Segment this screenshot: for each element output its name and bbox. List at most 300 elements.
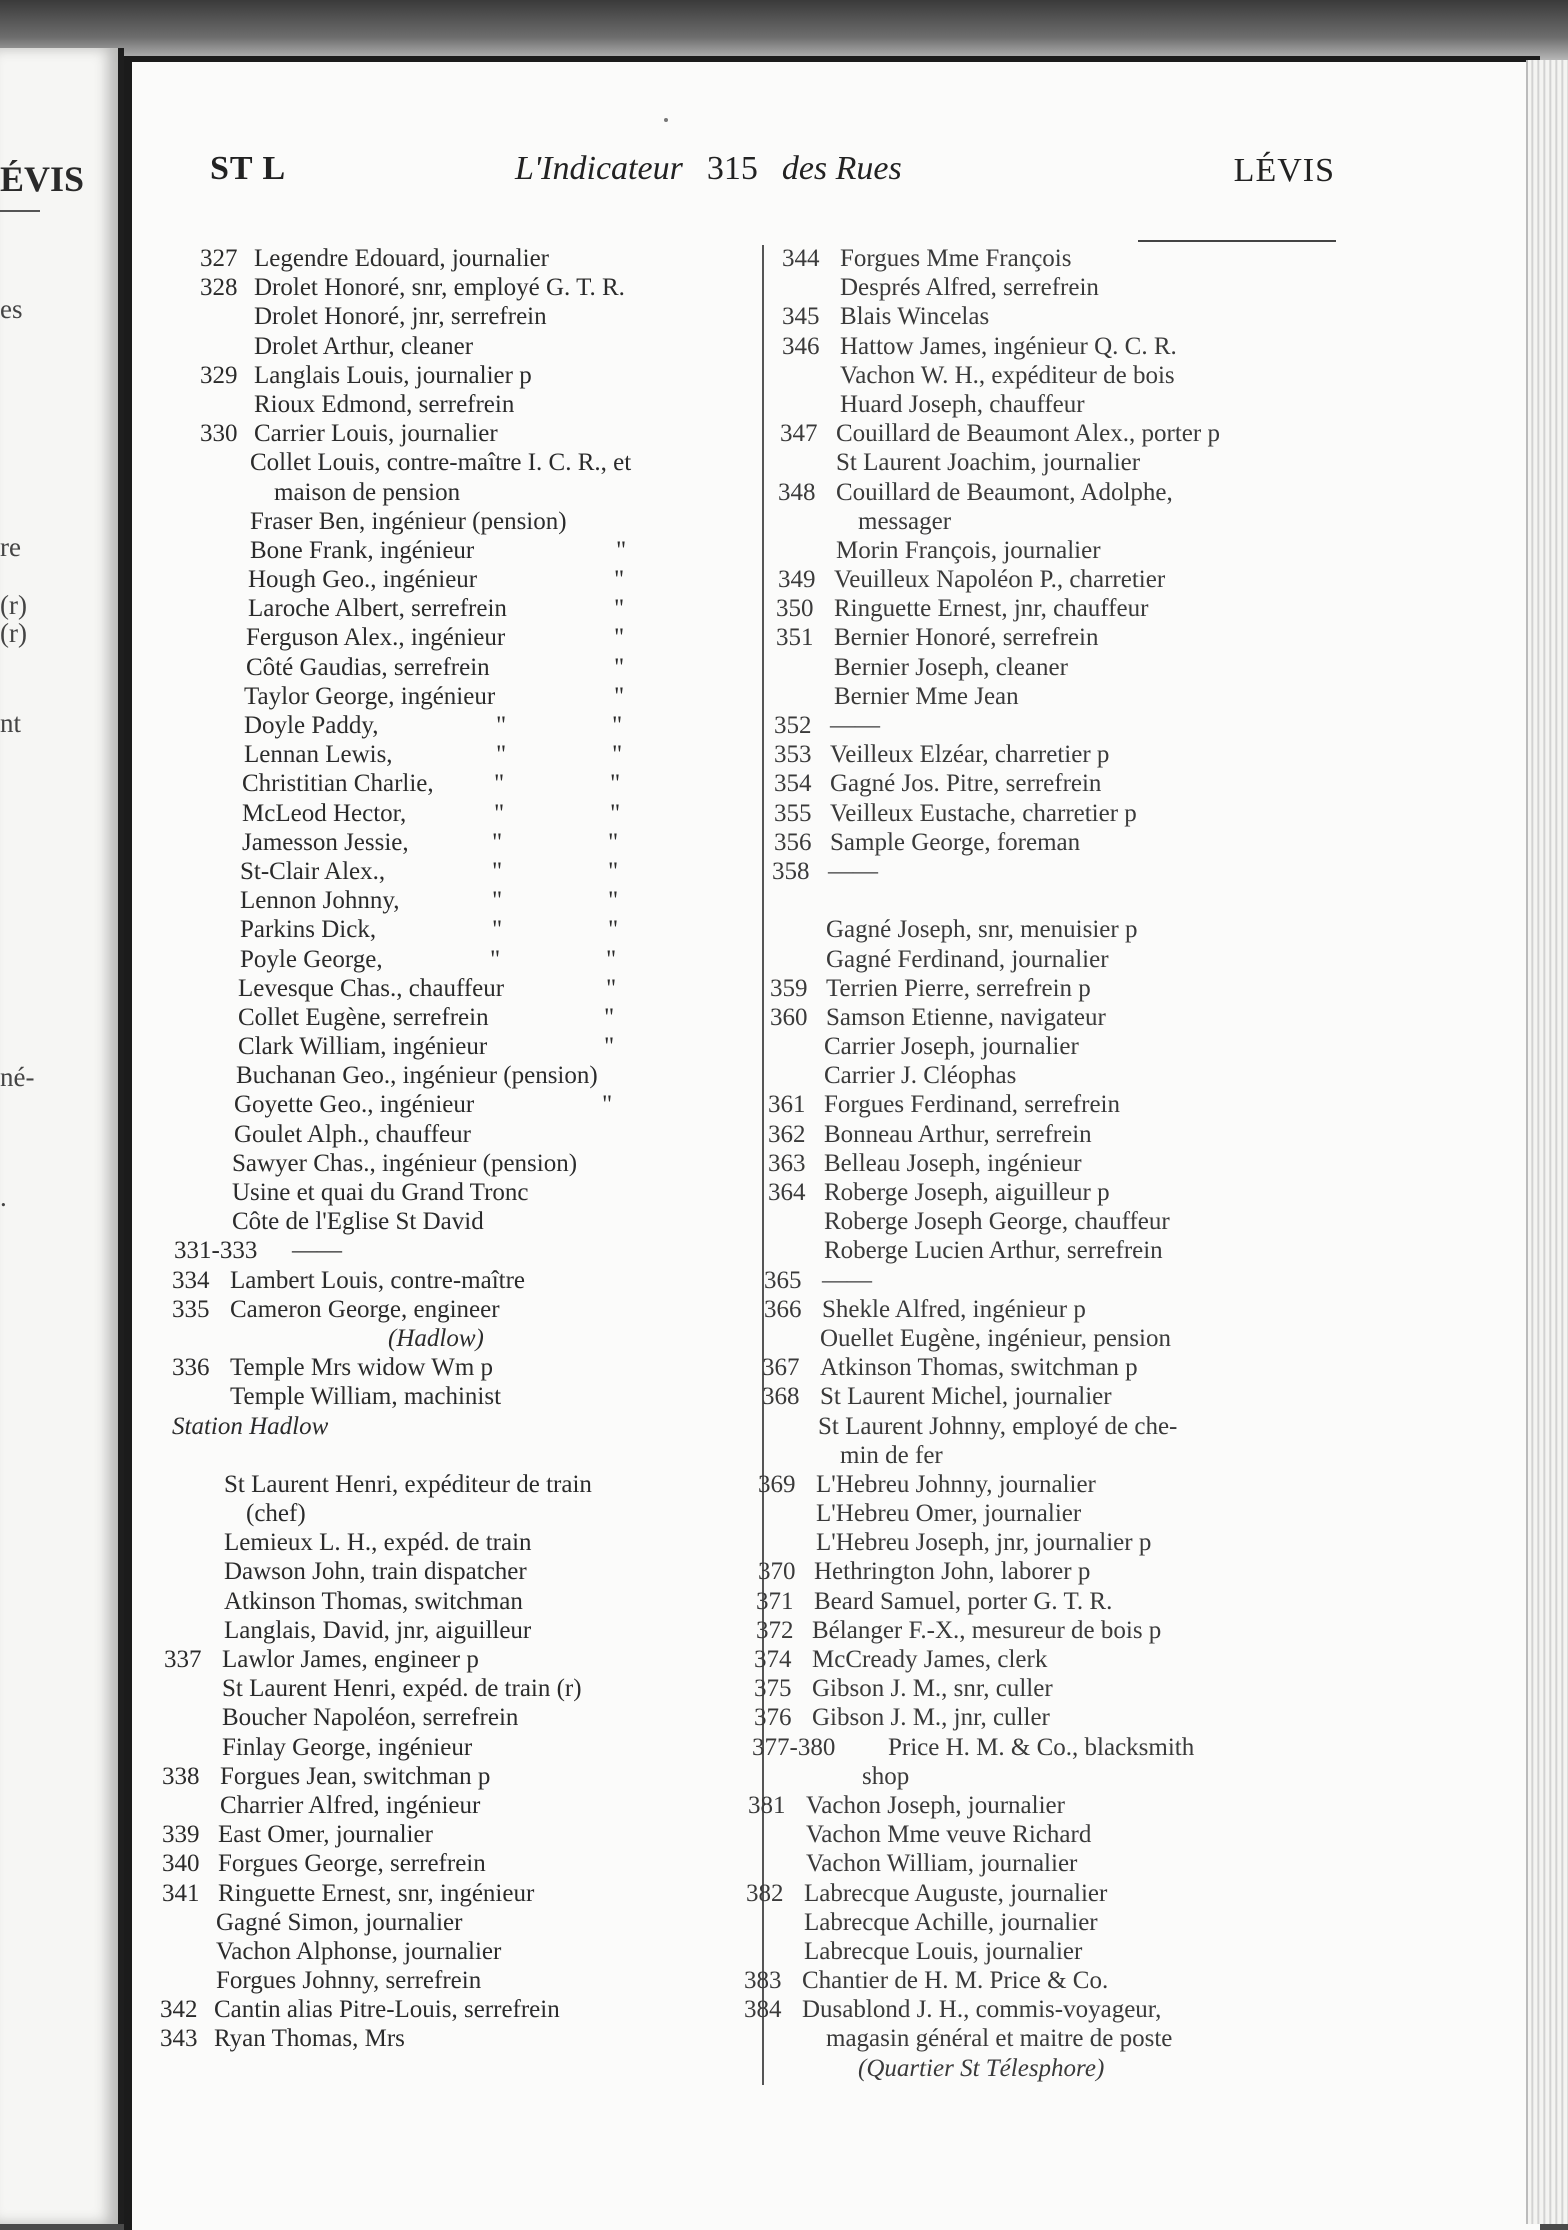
resident-name: Atkinson Thomas, switchman [224, 1587, 523, 1615]
header-street: ST L [210, 150, 287, 187]
directory-entry [740, 1295, 1340, 1324]
directory-entry [172, 1090, 767, 1119]
resident-name: Labrecque Louis, journalier [804, 1937, 1083, 1965]
directory-entry [740, 390, 1340, 419]
ditto-mark: " [614, 653, 625, 681]
directory-entry [740, 682, 1340, 711]
directory-entry [172, 799, 767, 828]
resident-name: Beard Samuel, porter G. T. R. [814, 1587, 1113, 1615]
directory-entry [172, 1207, 767, 1236]
house-number: 356 [774, 828, 812, 856]
resident-name: —— [292, 1237, 342, 1265]
directory-entry [172, 1937, 767, 1966]
house-number: 362 [768, 1120, 806, 1148]
header-city: LÉVIS [1233, 152, 1335, 189]
resident-name: —— [822, 1266, 872, 1294]
house-number: 343 [160, 2025, 198, 2053]
resident-name: Sample George, foreman [830, 828, 1081, 856]
resident-name: Legendre Edouard, journalier [254, 245, 550, 272]
house-number: 372 [756, 1616, 794, 1644]
house-number: 334 [172, 1266, 210, 1294]
house-number: 340 [162, 1850, 200, 1878]
resident-name: Gagné Jos. Pitre, serrefrein [830, 770, 1102, 798]
resident-name: Côté Gaudias, serrefrein [246, 653, 490, 681]
resident-name: Gibson J. M., jnr, culler [812, 1704, 1050, 1732]
header-title-part1: L'Indicateur [515, 150, 683, 187]
directory-entry [740, 1587, 1340, 1616]
house-number: 339 [162, 1821, 200, 1849]
directory-entry [740, 799, 1340, 828]
directory-entry [740, 1499, 1340, 1528]
resident-name: Dawson John, train dispatcher [224, 1558, 527, 1586]
house-number: 363 [768, 1149, 806, 1177]
directory-entry [740, 1995, 1340, 2024]
directory-entry [740, 857, 1340, 886]
resident-name: Forgues Jean, switchman p [220, 1762, 491, 1790]
page-header [210, 150, 1335, 210]
directory-entry [172, 915, 767, 944]
directory-entry [740, 1908, 1340, 1937]
directory-entry [172, 419, 767, 448]
left-page-fragment-text: . [0, 1182, 7, 1212]
directory-entry [162, 1849, 767, 1878]
resident-name: Couillard de Beaumont, Adolphe, [836, 478, 1173, 506]
directory-entry [172, 1120, 767, 1149]
house-number: 346 [782, 332, 820, 360]
resident-name: Cantin alias Pitre-Louis, serrefrein [214, 1996, 560, 2024]
resident-name: McLeod Hector, [242, 799, 407, 827]
house-number: 338 [162, 1762, 200, 1790]
directory-entry [740, 332, 1340, 361]
directory-entry [160, 2024, 767, 2053]
house-number: 336 [172, 1354, 210, 1382]
directory-entry [740, 653, 1340, 682]
resident-name: Fraser Ben, ingénieur (pension) [250, 507, 567, 535]
directory-entry [740, 1207, 1340, 1236]
resident-name: Hattow James, ingénieur Q. C. R. [840, 332, 1177, 360]
directory-entry [172, 740, 767, 769]
section-heading: (Quartier St Télesphore) [858, 2054, 1105, 2082]
directory-entry [172, 828, 767, 857]
directory-entry [172, 769, 767, 798]
ditto-mark: " [606, 945, 617, 973]
directory-entry [172, 244, 767, 273]
resident-name: Carrier Joseph, journalier [824, 1033, 1079, 1061]
directory-entry [162, 1762, 767, 1791]
directory-entry [172, 974, 767, 1003]
house-number: 376 [754, 1704, 792, 1732]
resident-name: St Laurent Henri, expéditeur de train [224, 1470, 592, 1498]
directory-entry [172, 478, 767, 507]
directory-entry [172, 1266, 767, 1295]
resident-name: East Omer, journalier [218, 1821, 433, 1849]
directory-entry [740, 1266, 1340, 1295]
resident-name: magasin général et maitre de poste [826, 2025, 1173, 2053]
house-number: 355 [774, 799, 812, 827]
resident-name: St Laurent Henri, expéd. de train (r) [222, 1675, 582, 1703]
resident-name: Temple William, machinist [230, 1383, 502, 1411]
resident-name: Morin François, journalier [836, 536, 1101, 564]
directory-entry [172, 1178, 767, 1207]
resident-name: Carrier Louis, journalier [254, 420, 498, 448]
house-number: 366 [764, 1295, 802, 1323]
resident-name: Bernier Honoré, serrefrein [834, 624, 1099, 652]
house-number: 327 [200, 245, 238, 272]
resident-name: Langlais, David, jnr, aiguilleur [224, 1616, 532, 1644]
resident-name: Vachon William, journalier [806, 1850, 1078, 1878]
resident-name: Drolet Arthur, cleaner [254, 332, 474, 360]
speck [664, 118, 668, 122]
directory-entry [172, 1791, 767, 1820]
resident-name: St Laurent Johnny, employé de che- [818, 1412, 1178, 1440]
ditto-mark: " [616, 536, 627, 564]
house-number: 353 [774, 741, 812, 769]
directory-entry [740, 419, 1340, 448]
house-number: 329 [200, 361, 238, 389]
directory-entry [172, 1499, 767, 1528]
ditto-mark: " [494, 770, 505, 798]
directory-entry [172, 1587, 767, 1616]
directory-entry [740, 1733, 1340, 1762]
directory-entry [172, 1908, 767, 1937]
house-number: 360 [770, 1003, 808, 1031]
directory-entry [172, 653, 767, 682]
left-page-fragment [0, 48, 124, 2224]
house-number: 354 [774, 770, 812, 798]
resident-name: Vachon Joseph, journalier [806, 1791, 1065, 1819]
resident-name: Bernier Joseph, cleaner [834, 653, 1068, 681]
directory-entry [172, 1236, 767, 1265]
ditto-mark: " [612, 741, 623, 769]
directory-entry [172, 857, 767, 886]
resident-name: Vachon Alphonse, journalier [216, 1937, 502, 1965]
ditto-mark: " [608, 857, 619, 885]
directory-entry [172, 1733, 767, 1762]
resident-name: maison de pension [274, 478, 461, 506]
resident-name: Temple Mrs widow Wm p [230, 1354, 494, 1382]
resident-name: Lennon Johnny, [240, 887, 400, 915]
resident-name: Boucher Napoléon, serrefrein [222, 1704, 519, 1732]
resident-name: Côte de l'Eglise St David [232, 1208, 484, 1236]
section-heading: Station Hadlow [172, 1412, 329, 1440]
resident-name: Ringuette Ernest, jnr, chauffeur [834, 595, 1149, 623]
directory-entry [172, 1061, 767, 1090]
resident-name: Bernier Mme Jean [834, 682, 1019, 710]
resident-name: Laroche Albert, serrefrein [248, 595, 507, 623]
directory-entry [740, 2054, 1340, 2083]
resident-name: Charrier Alfred, ingénieur [220, 1791, 481, 1819]
house-number: 367 [762, 1354, 800, 1382]
resident-name: Forgues Mme François [840, 245, 1072, 272]
ditto-mark: " [610, 770, 621, 798]
book-top-shadow [0, 0, 1568, 62]
resident-name: Forgues Johnny, serrefrein [216, 1967, 482, 1995]
directory-entry [740, 478, 1340, 507]
resident-name: Couillard de Beaumont Alex., porter p [836, 420, 1220, 448]
ditto-mark: " [614, 566, 625, 594]
resident-name: St Laurent Michel, journalier [820, 1383, 1112, 1411]
directory-entry [740, 448, 1340, 477]
directory-entry [740, 1791, 1340, 1820]
directory-entry [740, 302, 1340, 331]
directory-entry [740, 769, 1340, 798]
directory-entry [172, 448, 767, 477]
resident-name: Rioux Edmond, serrefrein [254, 390, 515, 418]
header-title [515, 150, 902, 188]
directory-entry [740, 1528, 1340, 1557]
directory-entry [740, 1090, 1340, 1119]
house-number: 335 [172, 1295, 210, 1323]
directory-entry [172, 1616, 767, 1645]
ditto-mark: " [602, 1091, 613, 1119]
resident-name: Lennan Lewis, [244, 741, 393, 769]
resident-name: Gagné Ferdinand, journalier [826, 945, 1109, 973]
directory-entry [740, 1820, 1340, 1849]
house-number: 381 [748, 1791, 786, 1819]
house-number: 359 [770, 974, 808, 1002]
left-page-fragment-text: (r) [0, 618, 27, 648]
house-number: 349 [778, 566, 816, 594]
resident-name: Forgues Ferdinand, serrefrein [824, 1091, 1120, 1119]
resident-name: (chef) [246, 1500, 306, 1528]
resident-name: Després Alfred, serrefrein [840, 274, 1099, 302]
resident-name: Bonneau Arthur, serrefrein [824, 1120, 1092, 1148]
directory-entry [172, 1674, 767, 1703]
directory-entry [172, 1353, 767, 1382]
ditto-mark: " [614, 624, 625, 652]
directory-entry [740, 945, 1340, 974]
resident-name: Hough Geo., ingénieur [248, 566, 478, 594]
page-edges [1526, 60, 1568, 2224]
resident-name: Ryan Thomas, Mrs [214, 2025, 405, 2053]
directory-entry [740, 974, 1340, 1003]
resident-name: Ouellet Eugène, ingénieur, pension [820, 1324, 1171, 1352]
directory-entry [740, 1441, 1340, 1470]
house-number: 352 [774, 712, 812, 739]
resident-name: Christitian Charlie, [242, 770, 434, 798]
resident-name: Blais Wincelas [840, 303, 990, 331]
directory-entry [160, 1995, 767, 2024]
resident-name: Veilleux Eustache, charretier p [830, 799, 1137, 827]
resident-name: Lemieux L. H., expéd. de train [224, 1529, 532, 1557]
resident-name: Hethrington John, laborer p [814, 1558, 1091, 1586]
directory-entry [172, 1003, 767, 1032]
house-number: 358 [772, 857, 810, 885]
resident-name: Ringuette Ernest, snr, ingénieur [218, 1879, 535, 1907]
house-number: 370 [758, 1558, 796, 1586]
directory-entry [172, 1382, 767, 1411]
house-number: 369 [758, 1470, 796, 1498]
house-number: 365 [764, 1266, 802, 1294]
house-number: 383 [744, 1967, 782, 1995]
resident-name: Goulet Alph., chauffeur [234, 1120, 471, 1148]
house-number: 328 [200, 274, 238, 302]
ditto-mark: " [614, 682, 625, 710]
right-column [740, 244, 1340, 2083]
ditto-mark: " [492, 887, 503, 915]
directory-entry [172, 1412, 767, 1441]
resident-name: —— [830, 712, 880, 739]
directory-entry [740, 1645, 1340, 1674]
resident-name: Gibson J. M., snr, culler [812, 1675, 1053, 1703]
resident-name: Dusablond J. H., commis-voyageur, [802, 1996, 1162, 2024]
resident-name: Belleau Joseph, ingénieur [824, 1149, 1082, 1177]
directory-entry [740, 915, 1340, 944]
resident-name: L'Hebreu Joseph, jnr, journalier p [816, 1529, 1152, 1557]
house-number: 342 [160, 1996, 198, 2024]
directory-entry [172, 1470, 767, 1499]
directory-entry [740, 536, 1340, 565]
resident-name: Langlais Louis, journalier p [254, 361, 532, 389]
directory-entry [172, 594, 767, 623]
left-page-fragment-text: re [0, 532, 21, 562]
house-number: 384 [744, 1996, 782, 2024]
resident-name: Collet Louis, contre-maître I. C. R., et [250, 449, 632, 477]
directory-entry [162, 1820, 767, 1849]
house-number: 337 [164, 1646, 202, 1673]
directory-entry [172, 1324, 767, 1353]
resident-name: Goyette Geo., ingénieur [234, 1091, 475, 1119]
directory-entry [172, 507, 767, 536]
resident-name: Atkinson Thomas, switchman p [820, 1354, 1138, 1382]
directory-entry [172, 302, 767, 331]
resident-name: Gagné Simon, journalier [216, 1908, 463, 1936]
left-page-fragment-text: (r) [0, 590, 27, 620]
directory-entry [172, 390, 767, 419]
directory-entry [740, 244, 1340, 273]
directory-entry [740, 1003, 1340, 1032]
directory-entry [172, 536, 767, 565]
directory-entry [172, 565, 767, 594]
resident-name: Labrecque Auguste, journalier [804, 1879, 1108, 1907]
resident-name: Cameron George, engineer [230, 1295, 500, 1323]
left-page-rule [0, 210, 40, 212]
house-number: 374 [754, 1646, 792, 1673]
resident-name: Vachon Mme veuve Richard [806, 1821, 1092, 1849]
directory-entry [740, 2024, 1340, 2053]
resident-name: Poyle George, [240, 945, 383, 973]
directory-entry [172, 1966, 767, 1995]
ditto-mark: " [610, 799, 621, 827]
house-number: 345 [782, 303, 820, 331]
directory-entry [740, 623, 1340, 652]
ditto-mark: " [492, 916, 503, 944]
directory-entry [172, 1557, 767, 1586]
resident-name: Drolet Honoré, jnr, serrefrein [254, 303, 547, 331]
house-number: 350 [776, 595, 814, 623]
resident-name: St Laurent Joachim, journalier [836, 449, 1141, 477]
resident-name: L'Hebreu Omer, journalier [816, 1500, 1082, 1528]
resident-name: messager [858, 507, 952, 535]
ditto-mark: " [608, 887, 619, 915]
directory-entry [740, 740, 1340, 769]
ditto-mark: " [604, 1003, 615, 1031]
resident-name: Forgues George, serrefrein [218, 1850, 486, 1878]
directory-entry [172, 1032, 767, 1061]
directory-entry [172, 1149, 767, 1178]
resident-name: Parkins Dick, [240, 916, 377, 944]
directory-entry [740, 1032, 1340, 1061]
resident-name: min de fer [840, 1441, 943, 1469]
house-number: 330 [200, 420, 238, 448]
house-number: 331-333 [174, 1237, 258, 1265]
directory-entry [164, 1645, 767, 1674]
header-title-part2: des Rues [781, 150, 902, 187]
directory-entry [172, 1528, 767, 1557]
ditto-mark: " [490, 945, 501, 973]
house-number: 364 [768, 1179, 806, 1206]
house-number: 348 [778, 478, 816, 506]
directory-entry [740, 273, 1340, 302]
resident-name: Shekle Alfred, ingénieur p [822, 1295, 1086, 1323]
resident-name: Clark William, ingénieur [238, 1033, 488, 1061]
resident-name: Drolet Honoré, snr, employé G. T. R. [254, 274, 625, 302]
directory-entry [740, 1120, 1340, 1149]
resident-name: L'Hebreu Johnny, journalier [816, 1470, 1096, 1498]
house-number: 377-380 [752, 1733, 836, 1761]
resident-name: Ferguson Alex., ingénieur [246, 624, 506, 652]
directory-entry [740, 1382, 1340, 1411]
directory-entry [740, 1879, 1340, 1908]
directory-entry [172, 361, 767, 390]
house-number: 351 [776, 624, 814, 652]
directory-entry [162, 1879, 767, 1908]
resident-name: Usine et quai du Grand Tronc [232, 1179, 529, 1206]
directory-entry [740, 594, 1340, 623]
directory-entry [740, 886, 1340, 915]
directory-entry [740, 1762, 1340, 1791]
house-number: 382 [746, 1879, 784, 1907]
resident-name: Jamesson Jessie, [242, 828, 409, 856]
resident-name: Finlay George, ingénieur [222, 1733, 473, 1761]
resident-name: Lawlor James, engineer p [222, 1646, 479, 1673]
left-column [160, 244, 767, 2054]
directory-entry [172, 1703, 767, 1732]
ditto-mark: " [494, 799, 505, 827]
house-number: 341 [162, 1879, 200, 1907]
directory-entry [172, 273, 767, 302]
resident-name: Veilleux Elzéar, charretier p [830, 741, 1110, 769]
resident-name: Terrien Pierre, serrefrein p [826, 974, 1091, 1002]
directory-entry [740, 1616, 1340, 1645]
resident-name: Samson Etienne, navigateur [826, 1003, 1106, 1031]
resident-name: Gagné Joseph, snr, menuisier p [826, 916, 1138, 944]
directory-entry [172, 945, 767, 974]
resident-name: Roberge Joseph, aiguilleur p [824, 1179, 1110, 1206]
directory-entry [172, 886, 767, 915]
directory-entry [172, 711, 767, 740]
resident-name: Huard Joseph, chauffeur [840, 390, 1085, 418]
directory-entry [740, 565, 1340, 594]
ditto-mark: " [608, 828, 619, 856]
resident-name: Lambert Louis, contre-maître [230, 1266, 526, 1294]
left-page-fragment-text: nt [0, 708, 22, 738]
resident-name: Bélanger F.-X., mesureur de bois p [812, 1616, 1162, 1644]
header-rule [1138, 240, 1336, 242]
directory-entry [740, 1178, 1340, 1207]
resident-name: Sawyer Chas., ingénieur (pension) [232, 1149, 578, 1177]
resident-name: Collet Eugène, serrefrein [238, 1003, 489, 1031]
left-page-fragment-text: né- [0, 1062, 35, 1092]
directory-entry [172, 1441, 767, 1470]
ditto-mark: " [492, 857, 503, 885]
directory-entry [740, 1849, 1340, 1878]
left-page-header: ÉVIS [0, 159, 85, 199]
directory-entry [740, 1324, 1340, 1353]
directory-entry [740, 1236, 1340, 1265]
resident-name: McCready James, clerk [812, 1646, 1048, 1673]
house-number: 375 [754, 1675, 792, 1703]
